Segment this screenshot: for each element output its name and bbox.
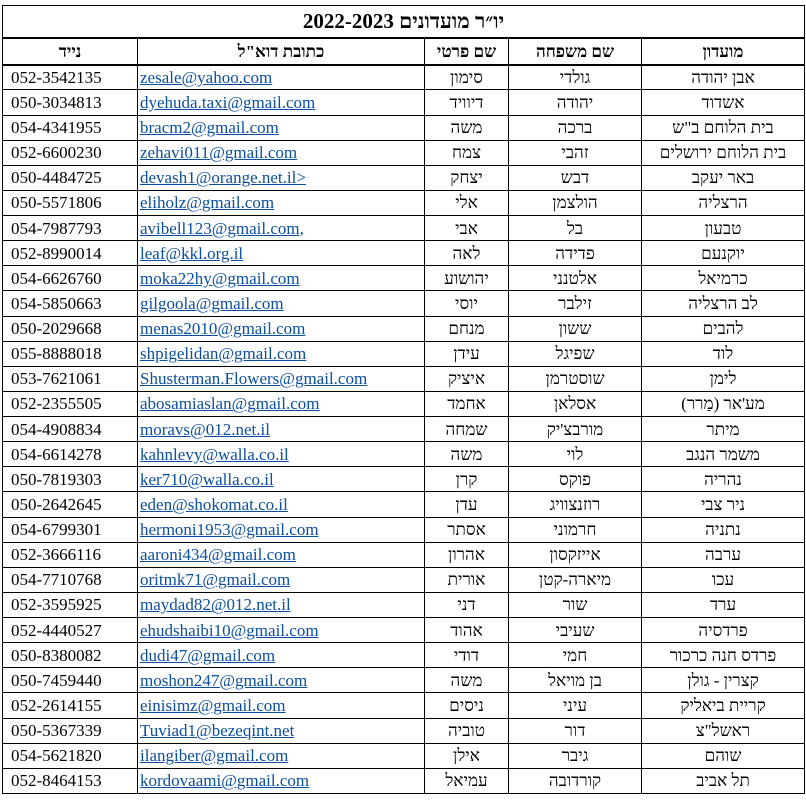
club-cell: עכו	[642, 567, 805, 592]
first-name-cell: יוסי	[425, 291, 509, 316]
club-cell: טבעון	[642, 216, 805, 241]
phone-cell: 050-7819303	[3, 467, 138, 492]
email-cell	[138, 90, 425, 115]
club-cell: באר יעקב	[642, 165, 805, 190]
club-cell: ערבה	[642, 542, 805, 567]
table-row	[3, 567, 805, 592]
last-name-cell: שור	[509, 592, 642, 617]
table-row	[3, 442, 805, 467]
first-name-cell: יצחק	[425, 165, 509, 190]
email-cell	[138, 768, 425, 793]
email-link[interactable]: Shusterman.Flowers@gmail.com	[140, 369, 368, 389]
club-cell: יוקנעם	[642, 241, 805, 266]
email-link[interactable]: moka22hy@gmail.com	[140, 268, 300, 288]
email-cell	[138, 241, 425, 266]
table-row	[3, 542, 805, 567]
phone-cell: 052-3595925	[3, 592, 138, 617]
email-link[interactable]: avibell123@gmail.com,	[140, 218, 304, 238]
first-name-cell: משה	[425, 668, 509, 693]
table-row	[3, 618, 805, 643]
last-name-cell: גולדי	[509, 65, 642, 90]
club-cell: קצרין - גולן	[642, 668, 805, 693]
first-name-cell: אבי	[425, 216, 509, 241]
club-cell: תל אביב	[642, 768, 805, 793]
last-name-cell: מורבצ'יק	[509, 417, 642, 442]
email-link[interactable]: dyehuda.taxi@gmail.com	[140, 92, 316, 112]
phone-cell: 050-3034813	[3, 90, 138, 115]
first-name-cell: אילן	[425, 743, 509, 768]
table-row	[3, 291, 805, 316]
table-row	[3, 90, 805, 115]
last-name-cell: זילבר	[509, 291, 642, 316]
phone-cell: 054-5621820	[3, 743, 138, 768]
last-name-cell: קורדובה	[509, 768, 642, 793]
email-cell	[138, 718, 425, 743]
email-link[interactable]: ehudshaibi10@gmail.com	[140, 620, 319, 640]
club-cell: בית הלוחם ב"ש	[642, 115, 805, 140]
first-name-cell: אהוד	[425, 618, 509, 643]
club-cell: משמר הנגב	[642, 442, 805, 467]
last-name-cell: הולצמן	[509, 190, 642, 215]
email-cell	[138, 291, 425, 316]
phone-cell: 050-5571806	[3, 190, 138, 215]
email-link[interactable]: ilangiber@gmail.com	[140, 746, 289, 766]
club-cell: מיתר	[642, 417, 805, 442]
club-chairs-table	[2, 5, 805, 794]
table-row	[3, 643, 805, 668]
club-cell: הרצליה	[642, 190, 805, 215]
email-cell	[138, 542, 425, 567]
header-last-name: שם משפחה	[509, 38, 642, 65]
email-cell	[138, 693, 425, 718]
first-name-cell: עמיאל	[425, 768, 509, 793]
email-cell	[138, 316, 425, 341]
header-phone: נייד	[3, 38, 138, 65]
phone-cell: 055-8888018	[3, 341, 138, 366]
table-row	[3, 743, 805, 768]
club-cell: ניר צבי	[642, 492, 805, 517]
email-link[interactable]: devash1@orange.net.il>	[140, 168, 306, 188]
phone-cell: 054-4908834	[3, 417, 138, 442]
email-cell	[138, 266, 425, 291]
table-title: יו״ר מועדונים 2022-2023	[3, 6, 805, 38]
club-cell: נתניה	[642, 517, 805, 542]
email-cell	[138, 366, 425, 391]
email-link[interactable]: menas2010@gmail.com	[140, 319, 306, 339]
table-row	[3, 492, 805, 517]
email-link[interactable]: maydad82@012.net.il	[140, 595, 291, 615]
phone-cell: 052-2355505	[3, 391, 138, 416]
last-name-cell: שפיגל	[509, 341, 642, 366]
last-name-cell: זהבי	[509, 140, 642, 165]
table-row	[3, 266, 805, 291]
last-name-cell: שעיבי	[509, 618, 642, 643]
last-name-cell: ששון	[509, 316, 642, 341]
table-row	[3, 592, 805, 617]
last-name-cell: חרמוני	[509, 517, 642, 542]
club-cell: פרדס חנה כרכור	[642, 643, 805, 668]
last-name-cell: אלטנני	[509, 266, 642, 291]
email-link[interactable]: abosamiaslan@gmail.com	[140, 394, 320, 414]
phone-cell: 052-3666116	[3, 542, 138, 567]
last-name-cell: פדידה	[509, 241, 642, 266]
table-row	[3, 718, 805, 743]
email-link[interactable]: Tuviad1@bezeqint.net	[140, 721, 295, 741]
first-name-cell: משה	[425, 115, 509, 140]
club-cell: שוהם	[642, 743, 805, 768]
table-row	[3, 341, 805, 366]
phone-cell: 054-7710768	[3, 567, 138, 592]
first-name-cell: קרן	[425, 467, 509, 492]
club-cell: פרדסיה	[642, 618, 805, 643]
email-cell	[138, 643, 425, 668]
table-row	[3, 391, 805, 416]
last-name-cell: שוסטרמן	[509, 366, 642, 391]
first-name-cell: לאה	[425, 241, 509, 266]
last-name-cell: מיארה-קטן	[509, 567, 642, 592]
club-cell: לימן	[642, 366, 805, 391]
first-name-cell: שמחה	[425, 417, 509, 442]
last-name-cell: אייזקסון	[509, 542, 642, 567]
email-link[interactable]: leaf@kkl.org.il	[140, 243, 244, 263]
club-cell: כרמיאל	[642, 266, 805, 291]
club-cell: לוד	[642, 341, 805, 366]
email-link[interactable]: hermoni1953@gmail.com	[140, 520, 319, 540]
email-link[interactable]: kahnlevy@walla.co.il	[140, 444, 289, 464]
first-name-cell: אהרון	[425, 542, 509, 567]
email-cell	[138, 115, 425, 140]
last-name-cell: ברכה	[509, 115, 642, 140]
email-link[interactable]: gilgoola@gmail.com	[140, 293, 284, 313]
email-link[interactable]: einisimz@gmail.com	[140, 695, 286, 715]
email-cell	[138, 668, 425, 693]
table-row	[3, 693, 805, 718]
phone-cell: 054-6626760	[3, 266, 138, 291]
email-link[interactable]: eden@shokomat.co.il	[140, 494, 288, 514]
phone-cell: 054-4341955	[3, 115, 138, 140]
phone-cell: 052-8464153	[3, 768, 138, 793]
first-name-cell: איציק	[425, 366, 509, 391]
first-name-cell: סימון	[425, 65, 509, 90]
email-link[interactable]: moshon247@gmail.com	[140, 670, 308, 690]
phone-cell: 054-7987793	[3, 216, 138, 241]
header-club: מועדון	[642, 38, 805, 65]
phone-cell: 050-7459440	[3, 668, 138, 693]
email-cell	[138, 216, 425, 241]
email-link[interactable]: bracm2@gmail.com	[140, 118, 279, 138]
phone-cell: 053-7621061	[3, 366, 138, 391]
first-name-cell: עדן	[425, 492, 509, 517]
table-row	[3, 140, 805, 165]
club-cell: נהריה	[642, 467, 805, 492]
title-row	[3, 6, 805, 38]
phone-cell: 050-8380082	[3, 643, 138, 668]
email-cell	[138, 567, 425, 592]
phone-cell: 052-3542135	[3, 65, 138, 90]
phone-cell: 054-6799301	[3, 517, 138, 542]
table-row	[3, 768, 805, 793]
email-cell	[138, 165, 425, 190]
email-link[interactable]: oritmk71@gmail.com	[140, 570, 291, 590]
last-name-cell: פוקס	[509, 467, 642, 492]
email-link[interactable]: dudi47@gmail.com	[140, 645, 276, 665]
last-name-cell: חמי	[509, 643, 642, 668]
last-name-cell: בן מויאל	[509, 668, 642, 693]
table-row	[3, 190, 805, 215]
email-link[interactable]: ker710@walla.co.il	[140, 469, 274, 489]
email-cell	[138, 391, 425, 416]
header-email: כתובת דוא"ל	[138, 38, 425, 65]
first-name-cell: יהושוע	[425, 266, 509, 291]
last-name-cell: עיני	[509, 693, 642, 718]
email-cell	[138, 65, 425, 90]
phone-cell: 052-4440527	[3, 618, 138, 643]
email-cell	[138, 592, 425, 617]
phone-cell: 050-4484725	[3, 165, 138, 190]
club-cell: קריית ביאליק	[642, 693, 805, 718]
last-name-cell: אסלאן	[509, 391, 642, 416]
header-first-name: שם פרטי	[425, 38, 509, 65]
phone-cell: 050-2642645	[3, 492, 138, 517]
header-row	[3, 38, 805, 65]
table-row	[3, 517, 805, 542]
email-cell	[138, 492, 425, 517]
last-name-cell: דור	[509, 718, 642, 743]
table-row	[3, 316, 805, 341]
club-cell: ראשל"צ	[642, 718, 805, 743]
email-cell	[138, 442, 425, 467]
first-name-cell: אורית	[425, 567, 509, 592]
first-name-cell: טוביה	[425, 718, 509, 743]
last-name-cell: יהודה	[509, 90, 642, 115]
phone-cell: 050-2029668	[3, 316, 138, 341]
email-cell	[138, 341, 425, 366]
last-name-cell: גיבר	[509, 743, 642, 768]
last-name-cell: דבש	[509, 165, 642, 190]
first-name-cell: דני	[425, 592, 509, 617]
club-cell: מע'אר (מַרר)	[642, 391, 805, 416]
email-link[interactable]: kordovaami@gmail.com	[140, 771, 310, 791]
phone-cell: 054-6614278	[3, 442, 138, 467]
last-name-cell: לוי	[509, 442, 642, 467]
phone-cell: 052-6600230	[3, 140, 138, 165]
email-cell	[138, 517, 425, 542]
email-link[interactable]: aaroni434@gmail.com	[140, 545, 296, 565]
table-row	[3, 216, 805, 241]
first-name-cell: צמח	[425, 140, 509, 165]
table-row	[3, 165, 805, 190]
email-cell	[138, 190, 425, 215]
first-name-cell: ניסים	[425, 693, 509, 718]
club-cell: בית הלוחם ירושלים	[642, 140, 805, 165]
first-name-cell: משה	[425, 442, 509, 467]
email-link[interactable]: zehavi011@gmail.com	[140, 143, 298, 163]
table-row	[3, 65, 805, 90]
phone-cell: 052-8990014	[3, 241, 138, 266]
club-cell: אבן יהודה	[642, 65, 805, 90]
first-name-cell: דודי	[425, 643, 509, 668]
club-cell: ערד	[642, 592, 805, 617]
phone-cell: 050-5367339	[3, 718, 138, 743]
email-cell	[138, 467, 425, 492]
table-row	[3, 366, 805, 391]
email-link[interactable]: eliholz@gmail.com	[140, 193, 275, 213]
email-cell	[138, 417, 425, 442]
table-row	[3, 115, 805, 140]
email-cell	[138, 140, 425, 165]
table-row	[3, 668, 805, 693]
table-row	[3, 417, 805, 442]
email-cell	[138, 618, 425, 643]
email-link[interactable]: moravs@012.net.il	[140, 419, 270, 439]
first-name-cell: עידן	[425, 341, 509, 366]
first-name-cell: דיוויד	[425, 90, 509, 115]
last-name-cell: רוזנצוויג	[509, 492, 642, 517]
email-link[interactable]: shpigelidan@gmail.com	[140, 344, 307, 364]
table-row	[3, 241, 805, 266]
email-cell	[138, 743, 425, 768]
club-cell: אשדוד	[642, 90, 805, 115]
first-name-cell: אחמד	[425, 391, 509, 416]
club-cell: לב הרצליה	[642, 291, 805, 316]
table-row	[3, 467, 805, 492]
email-link[interactable]: zesale@yahoo.com	[140, 68, 273, 88]
first-name-cell: אלי	[425, 190, 509, 215]
phone-cell: 054-5850663	[3, 291, 138, 316]
first-name-cell: מנחם	[425, 316, 509, 341]
first-name-cell: אסתר	[425, 517, 509, 542]
last-name-cell: בל	[509, 216, 642, 241]
phone-cell: 052-2614155	[3, 693, 138, 718]
club-cell: להבים	[642, 316, 805, 341]
